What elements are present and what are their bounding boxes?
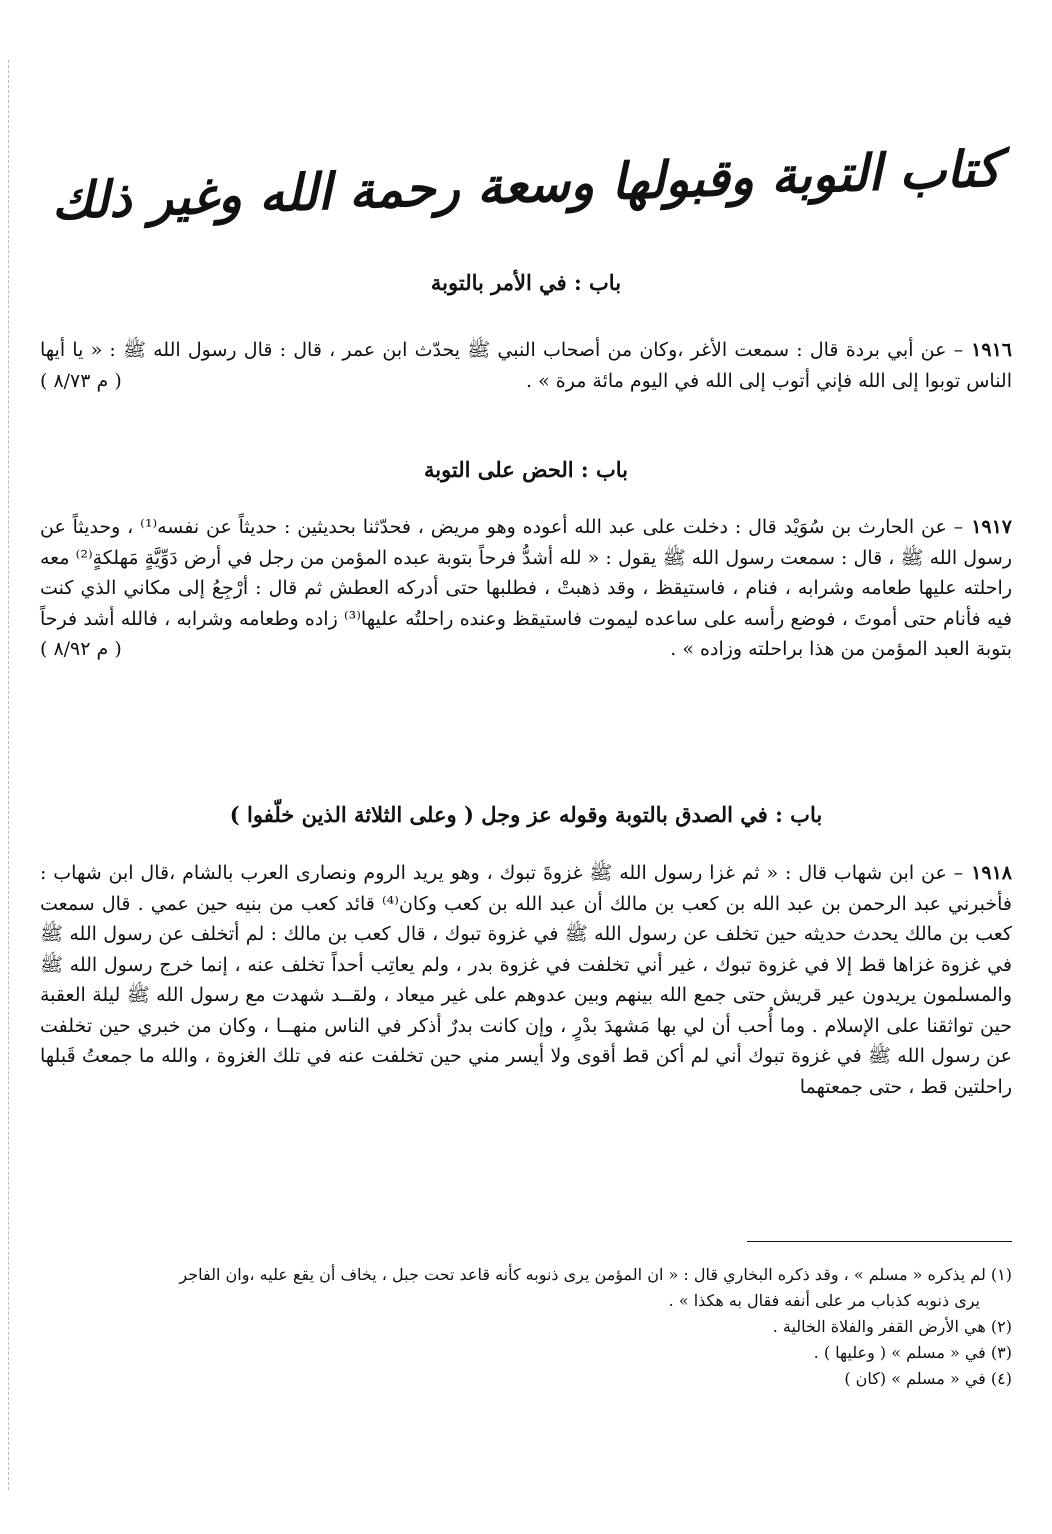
hadith-number: ١٩١٨	[971, 862, 1012, 884]
footnote-1-continued: يرى ذنوبه كذباب مر على أنفه فقال به هكذا » .	[668, 1291, 980, 1310]
hadith-1916	[40, 335, 1012, 396]
chapter-title-1: باب : في الأمر بالتوبة	[430, 270, 622, 295]
hadith-number: ١٩١٦	[971, 339, 1012, 361]
hadith-1917	[40, 512, 1012, 665]
footnote-2: (٢) هي الأرض القفر والفلاة الخالية .	[772, 1317, 1012, 1336]
hadith-1918	[40, 858, 1012, 1102]
hadith-text: – عن ابن شهاب قال : « ثم غزا رسول الله ﷺ غزوةَ تبوك ، وهو يريد الروم ونصارى العرب بالشام ،قال ابن شهاب : فأخبرني عبد الرحمن بن عبد الله بن كعب بن مالك أن عبد الله بن كعب وكان⁽⁴⁾ قائد كعب من بنيه حين عمي . قال سمعت كعب بن مالك يحدث حديثه حين تخلف عن رسول الله ﷺ في غزوة تبوك ، قال كعب بن مالك : لم أتخلف عن رسول الله ﷺ في غزوة غزاها قط إلا في غزوة تبوك ، غير أني تخلفت في غزوة بدر ، ولم يعاتِب أحداً تخلف عنه ، إنما خرج رسول الله ﷺ والمسلمون يريدون عير قريش حتى جمع الله بينهم وبين عدوهم على غير ميعاد ، ولقــد شهدت مع رسول الله ﷺ ليلة العقبة حين تواثقنا على الإسلام . وما أُحب أن لي بها مَشهدَ بدْرٍ ، وإن كانت بدرٌ أذكر في الناس منهــا ، وكان من خبري حين تخلفت عن رسول الله ﷺ في غزوة تبوك أني لم أكن قط أقوى ولا أيسر مني حين تخلفت عنه في تلك الغزوة ، والله ما جمعتُ قَبلها راحلتين قط ، حتى جمعتهما	[40, 862, 1012, 1098]
footnote-4: (٤) في « مسلم » (كان )	[844, 1369, 1012, 1388]
hadith-text: – عن الحارث بن سُوَيْد قال : دخلت على عبد الله أعوده وهو مريض ، فحدّثنا بحديثين : حديثاً عن نفسه⁽¹⁾ ، وحديثاً عن رسول الله ﷺ ، قال : سمعت رسول الله ﷺ يقول : « لله أشدُّ فرحاً بتوبة عبده المؤمن من رجل في أرض دَوِّيَّةٍ مَهلكةٍ⁽²⁾ معه راحلته عليها طعامه وشرابه ، فنام ، فاستيقظ ، وقد ذهبتْ ، فطلبها حتى أدركه العطش ثم قال : أرْجِعُ إلى مكاني الذي كنت فيه فأنام حتى أموتَ ، فوضع رأسه على ساعده ليموت فاستيقظ وعنده راحلتُه عليها⁽³⁾ زاده وطعامه وشرابه ، فالله أشد فرحاً بتوبة العبد المؤمن من هذا براحلته وزاده » .	[40, 516, 1012, 660]
chapter-title-3: باب : في الصدق بالتوبة وقوله عز وجل ( وعلى الثلاثة الذين خلّفوا )	[229, 802, 823, 827]
chapter-title-2: باب : الحض على التوبة	[423, 457, 629, 482]
footnote-3: (٣) في « مسلم » ( وعليها ) .	[813, 1343, 1012, 1362]
hadith-source: ( م ٨/٧٣ )	[40, 369, 122, 392]
book-title: كتاب التوبة وقبولها وسعة رحمة الله وغير ذلك	[50, 138, 1002, 231]
hadith-number: ١٩١٧	[971, 516, 1013, 538]
footnote-divider	[747, 1241, 1012, 1242]
hadith-text: – عن أبي بردة قال : سمعت الأغر ،وكان من أصحاب النبي ﷺ يحدّث ابن عمر ، قال : قال رسول الله ﷺ : « يا أيها الناس توبوا إلى الله فإني أتوب إلى الله في اليوم مائة مرة » .	[40, 339, 1012, 392]
footnotes	[40, 1262, 1012, 1392]
footnote-1: (١) لم يذكره « مسلم » ، وقد ذكره البخاري قال : « ان المؤمن يرى ذنوبه كأنه قاعد تحت جبل ، يخاف أن يقع عليه ،وان الفاجر	[179, 1265, 1012, 1284]
page-edge-line	[8, 60, 10, 1490]
hadith-source: ( م ٨/٩٢ )	[40, 638, 122, 660]
book-page	[40, 0, 1012, 1534]
